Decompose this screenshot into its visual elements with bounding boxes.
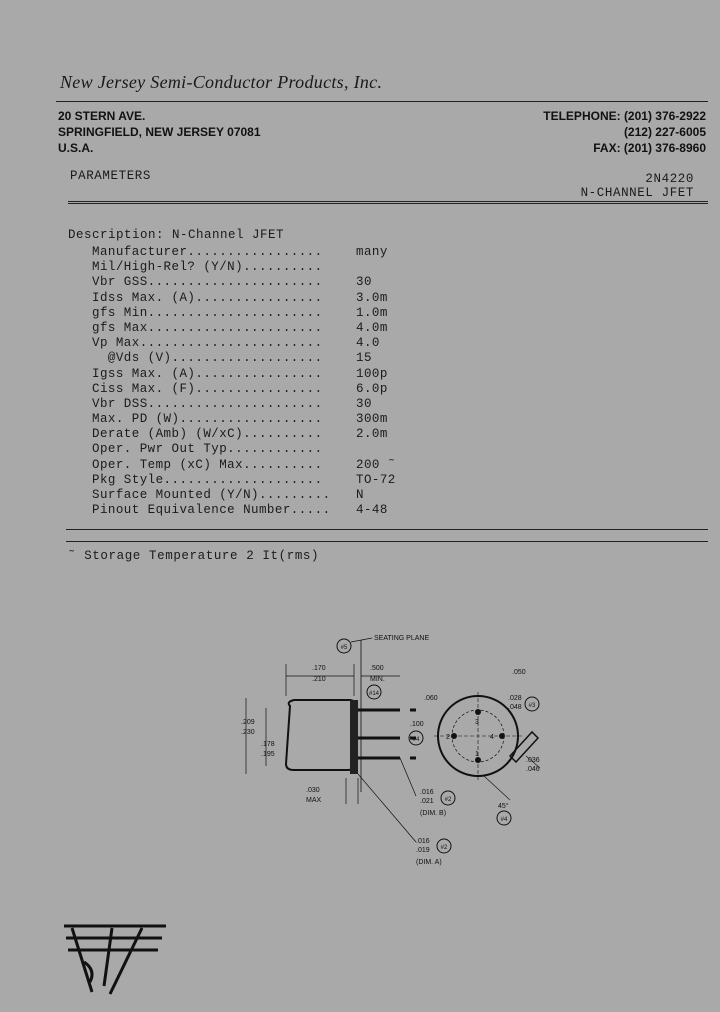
phone-line: (212) 227-6005 bbox=[623, 125, 706, 139]
dim-label: .036 bbox=[526, 757, 540, 764]
parameter-label: Surface Mounted (Y/N)......... bbox=[92, 488, 331, 502]
dim-label: .021 bbox=[420, 798, 434, 805]
parameter-value: 6.0p bbox=[356, 381, 388, 396]
parameter-label: Manufacturer................. bbox=[92, 245, 323, 259]
can-outline bbox=[286, 700, 354, 770]
parameter-label: Mil/High-Rel? (Y/N).......... bbox=[92, 260, 323, 275]
part-number: 2N4220 bbox=[645, 172, 694, 186]
parameter-label: Idss Max. (A)................ bbox=[92, 290, 323, 305]
parameter-label: Pinout Equivalence Number..... bbox=[92, 503, 331, 518]
dim-ref: (DIM. B) bbox=[420, 810, 447, 817]
note-badge-label: #2 bbox=[444, 797, 452, 803]
parameter-label: Vbr DSS...................... bbox=[92, 396, 323, 411]
bottom-view bbox=[434, 692, 540, 800]
phone-line: FAX: (201) 376-8960 bbox=[593, 141, 706, 155]
parameter-value: 4.0 bbox=[356, 336, 380, 351]
parameter-label: Max. PD (W).................. bbox=[92, 412, 323, 427]
pin bbox=[451, 733, 457, 739]
parameter-value: 30 bbox=[356, 275, 372, 290]
dim-label: MIN. bbox=[370, 676, 385, 683]
parameter-value: 15 bbox=[356, 351, 372, 366]
description-line: Description: N-Channel JFET bbox=[68, 228, 285, 242]
logo-mark bbox=[64, 926, 166, 994]
pin-label: 4 bbox=[490, 734, 494, 741]
dim-label: .210 bbox=[312, 676, 326, 683]
note-badge-label: #4 bbox=[500, 817, 508, 823]
address-line: 20 STERN AVE. bbox=[58, 109, 146, 123]
dimension-lines bbox=[246, 664, 400, 804]
parameter-value: 1.0m bbox=[356, 305, 388, 320]
pin bbox=[475, 709, 481, 715]
dim-label: .209 bbox=[241, 719, 255, 726]
parameter-label: Vbr GSS...................... bbox=[92, 275, 323, 290]
parameter-label: Ciss Max. (F)................ bbox=[92, 381, 323, 396]
dim-label: .100 bbox=[410, 721, 424, 728]
note-badge-label: #2 bbox=[440, 845, 448, 851]
parameter-value: N bbox=[356, 488, 364, 502]
dim-label: .060 bbox=[424, 695, 438, 702]
dim-label: .016 bbox=[416, 838, 430, 845]
parameter-value: 4-48 bbox=[356, 503, 388, 518]
address-line: SPRINGFIELD, NEW JERSEY 07081 bbox=[58, 125, 261, 139]
company-logo bbox=[62, 922, 170, 996]
parameter-value: many bbox=[356, 245, 388, 259]
footnote: ˜ Storage Temperature 2 It(rms) bbox=[68, 549, 320, 563]
parameter-value: TO-72 bbox=[356, 472, 396, 487]
dim-label: .030 bbox=[306, 787, 320, 794]
parameter-value: 3.0m bbox=[356, 290, 388, 305]
parameter-label: Oper. Temp (xC) Max.......... bbox=[92, 457, 323, 472]
parameter-value: 300m bbox=[356, 412, 388, 427]
parameters-label: PARAMETERS bbox=[70, 169, 152, 183]
note-badge-label: #14 bbox=[368, 691, 380, 697]
part-info bbox=[581, 172, 694, 200]
dim-label: .050 bbox=[512, 669, 526, 676]
pin-label: 1 bbox=[475, 751, 479, 758]
dim-label: .170 bbox=[312, 665, 326, 672]
tab-guide bbox=[484, 776, 510, 800]
parameter-label: Oper. Pwr Out Typ............ bbox=[92, 442, 323, 457]
pin bbox=[499, 733, 505, 739]
parameter-label: Igss Max. (A)................ bbox=[92, 366, 323, 381]
angle-label: 45° bbox=[498, 803, 509, 810]
parameter-label: Pkg Style.................... bbox=[92, 472, 323, 487]
dim-label: MAX bbox=[306, 797, 322, 804]
dim-ref: (DIM. A) bbox=[416, 859, 442, 866]
dim-label: .195 bbox=[261, 751, 275, 758]
parameters-bottom-rule bbox=[66, 529, 708, 530]
parameter-label: gfs Max...................... bbox=[92, 320, 323, 335]
parameter-label: gfs Min...................... bbox=[92, 305, 323, 320]
parameter-value: 30 bbox=[356, 396, 372, 411]
parameter-label: @Vds (V)................... bbox=[92, 351, 323, 366]
pin-label: 2 bbox=[446, 734, 450, 741]
can-body bbox=[286, 700, 416, 774]
dim-label: .019 bbox=[416, 847, 430, 854]
part-type: N-CHANNEL JFET bbox=[580, 186, 694, 200]
note-badge-label: #5 bbox=[340, 645, 348, 651]
parameter-label: Vp Max....................... bbox=[92, 336, 323, 351]
leader-line bbox=[351, 638, 372, 642]
company-address bbox=[58, 108, 261, 156]
dim-label: .178 bbox=[261, 741, 275, 748]
leader-line bbox=[358, 774, 416, 842]
can-flange bbox=[350, 700, 358, 774]
leader-line bbox=[400, 758, 416, 796]
dim-label: .500 bbox=[370, 665, 384, 672]
dim-label: .016 bbox=[420, 789, 434, 796]
parameters-bottom-rule-2 bbox=[66, 541, 708, 542]
note-badge-label: #3 bbox=[528, 703, 536, 709]
parameters-top-rule-2 bbox=[68, 203, 708, 204]
address-line: U.S.A. bbox=[58, 141, 94, 155]
company-name: New Jersey Semi-Conductor Products, Inc. bbox=[60, 72, 383, 92]
parameter-value: 2.0m bbox=[356, 427, 388, 442]
dim-label: .230 bbox=[241, 729, 255, 736]
seating-plane-label: SEATING PLANE bbox=[374, 635, 430, 642]
note-badge-label: #4 bbox=[412, 737, 420, 743]
phone-line: TELEPHONE: (201) 376-2922 bbox=[543, 109, 706, 123]
company-phones bbox=[543, 108, 706, 156]
pin-label: 3 bbox=[475, 719, 479, 726]
parameters-top-rule bbox=[68, 201, 708, 202]
parameter-value: 4.0m bbox=[356, 320, 388, 335]
dim-label: .046 bbox=[526, 766, 540, 773]
dim-label: .028 bbox=[508, 695, 522, 702]
parameter-label: Derate (Amb) (W/xC).......... bbox=[92, 427, 323, 442]
dim-label: .048 bbox=[508, 704, 522, 711]
package-outline-drawing bbox=[240, 628, 560, 878]
parameter-value: 100p bbox=[356, 366, 388, 381]
header-divider bbox=[56, 101, 708, 102]
parameter-value: 200 ˜ bbox=[356, 457, 396, 472]
